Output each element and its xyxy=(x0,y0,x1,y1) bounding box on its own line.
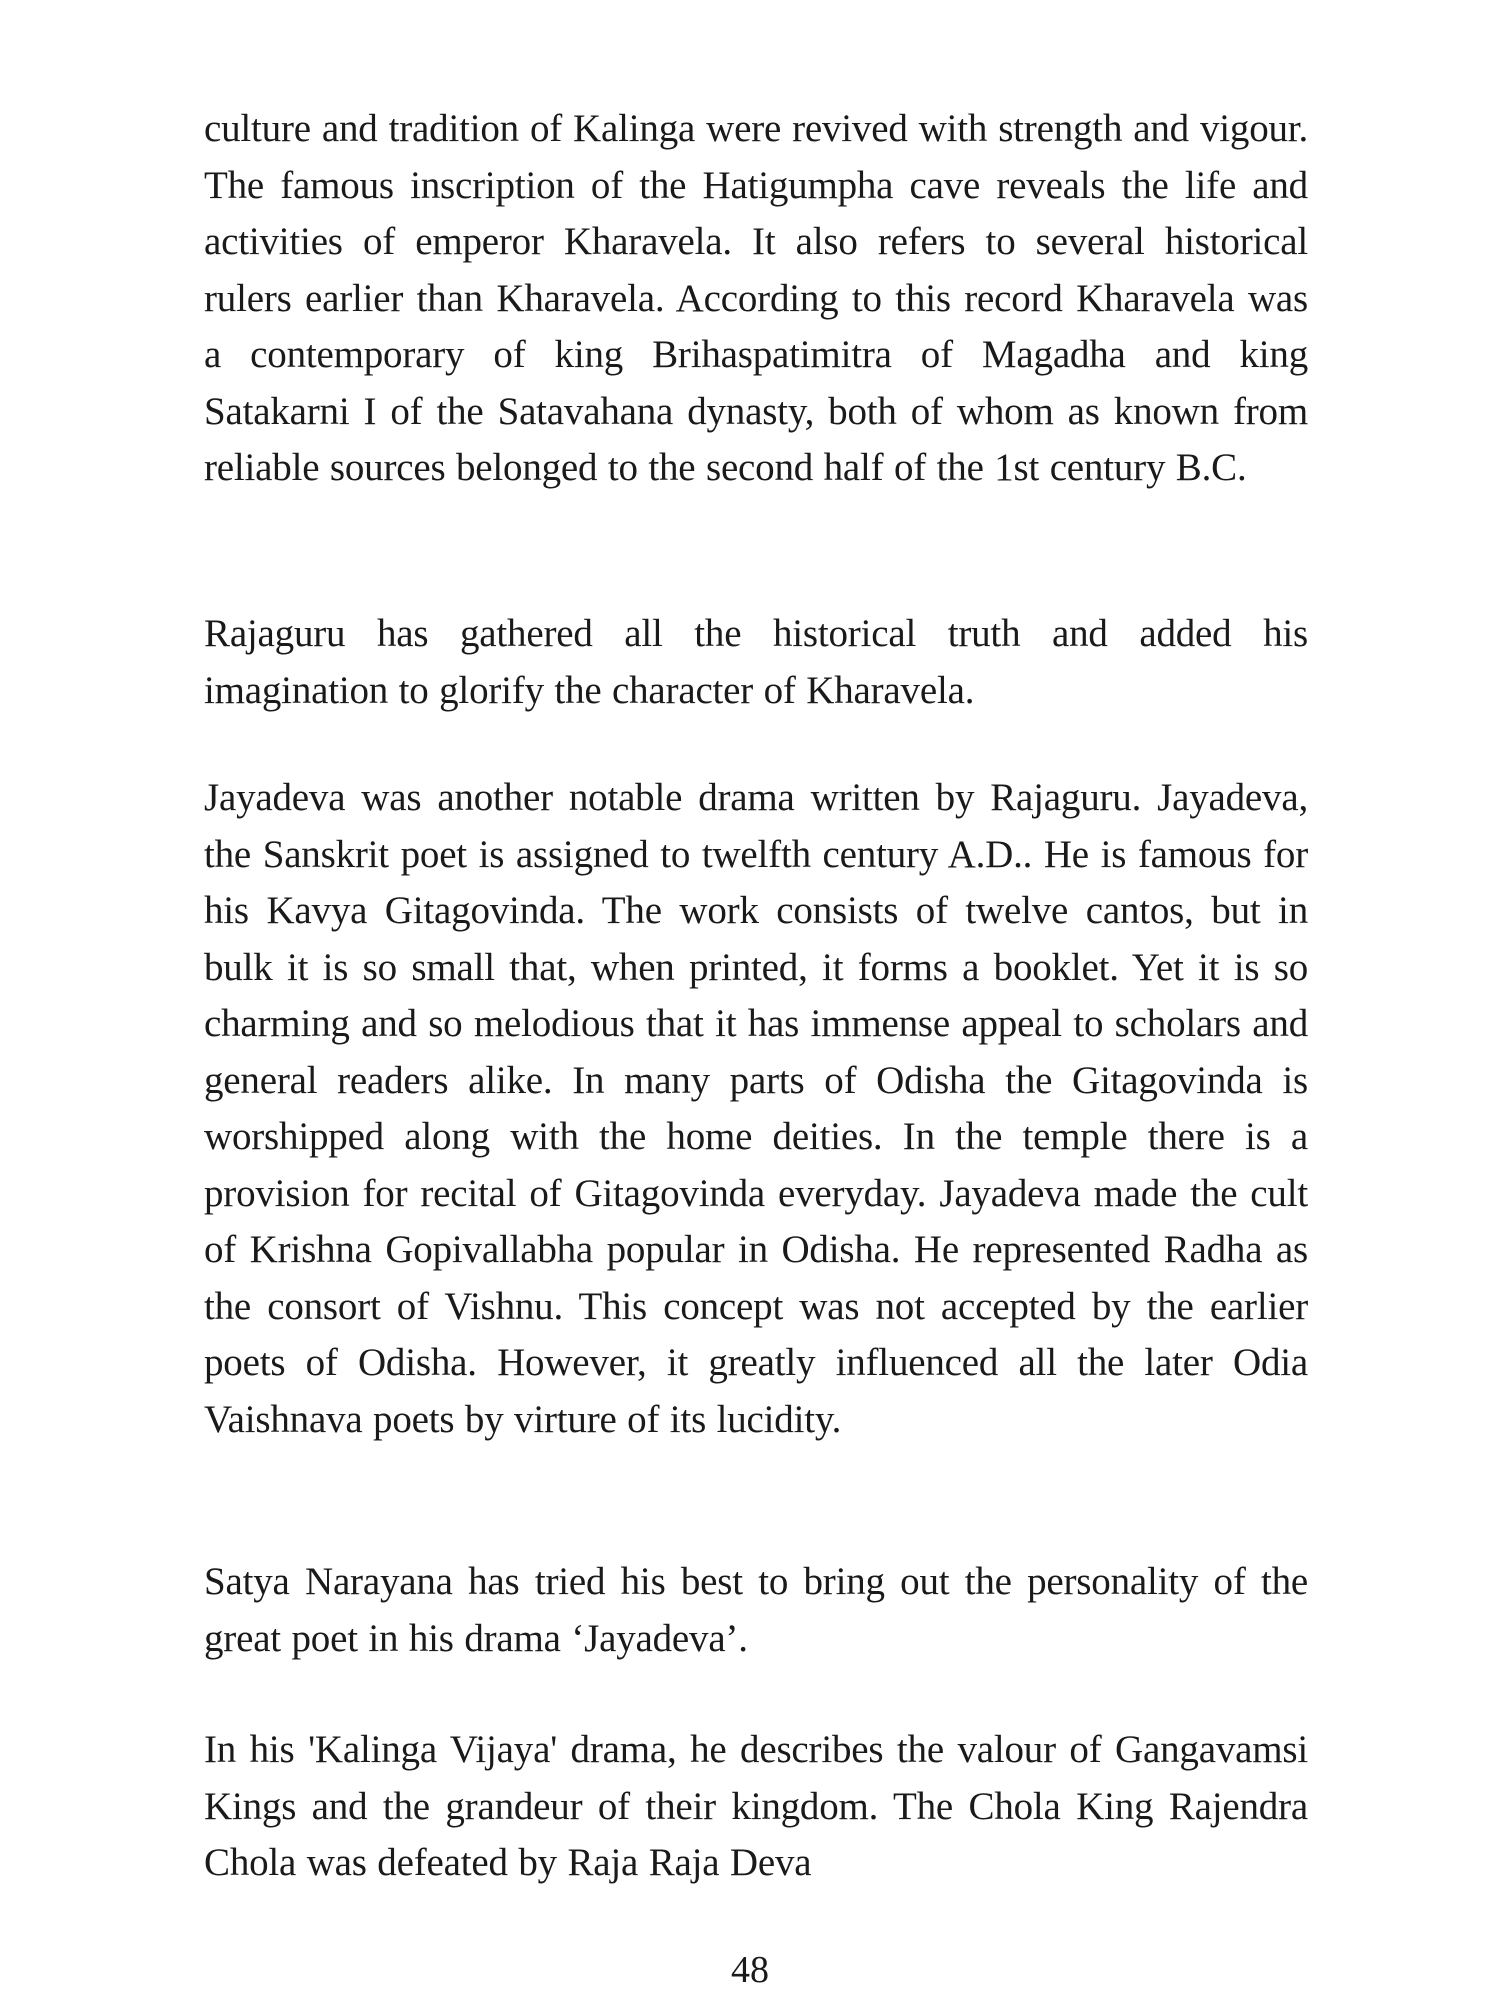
paragraph-rajaguru-imagination: Rajaguru has gathered all the historical truth and added his imagination to glorify the character of Kharavela. xyxy=(204,612,1308,712)
paragraph-satya-narayana: Satya Narayana has tried his best to bring out the personality of the great poet in his drama ‘Jayadeva’. xyxy=(204,1560,1308,1660)
page-number: 48 xyxy=(731,1949,769,1991)
paragraph-jayadeva-drama: Jayadeva was another notable drama written by Rajaguru. Jayadeva, the Sanskrit poet is assigned to twelfth century A.D.. He is famous for his Kavya Gitagovinda. The work consists of twelve cantos, but in bulk it is so small that, when printed, it forms a booklet. Yet it is so charming and so melodious that it has immense appeal to scholars and general readers alike. In many parts of Odisha the Gitagovinda is worshipped along with the home deities. In the temple there is a provision for recital of Gitagovinda everyday. Jayadeva made the cult of Krishna Gopivallabha popular in Odisha. He represented Radha as the consort of Vishnu. This concept was not accepted by the earlier poets of Odisha. However, it greatly influenced all the later Odia Vaishnava poets by virture of its lucidity. xyxy=(204,776,1308,1441)
paragraph-kalinga-vijaya: In his 'Kalinga Vijaya' drama, he describes the valour of Gangavamsi Kings and the grandeur of their kingdom. The Chola King Rajendra Chola was defeated by Raja Raja Deva xyxy=(204,1728,1308,1884)
paragraph-kharavela-history: culture and tradition of Kalinga were revived with strength and vigour. The famous inscription of the Hatigumpha cave reveals the life and activities of emperor Kharavela. It also refers to several historical rulers earlier than Kharavela. According to this record Kharavela was a contemporary of king Brihaspatimitra of Magadha and king Satakarni I of the Satavahana dynasty, both of whom as known from reliable sources belonged to the second half of the 1st century B.C. xyxy=(204,107,1308,489)
